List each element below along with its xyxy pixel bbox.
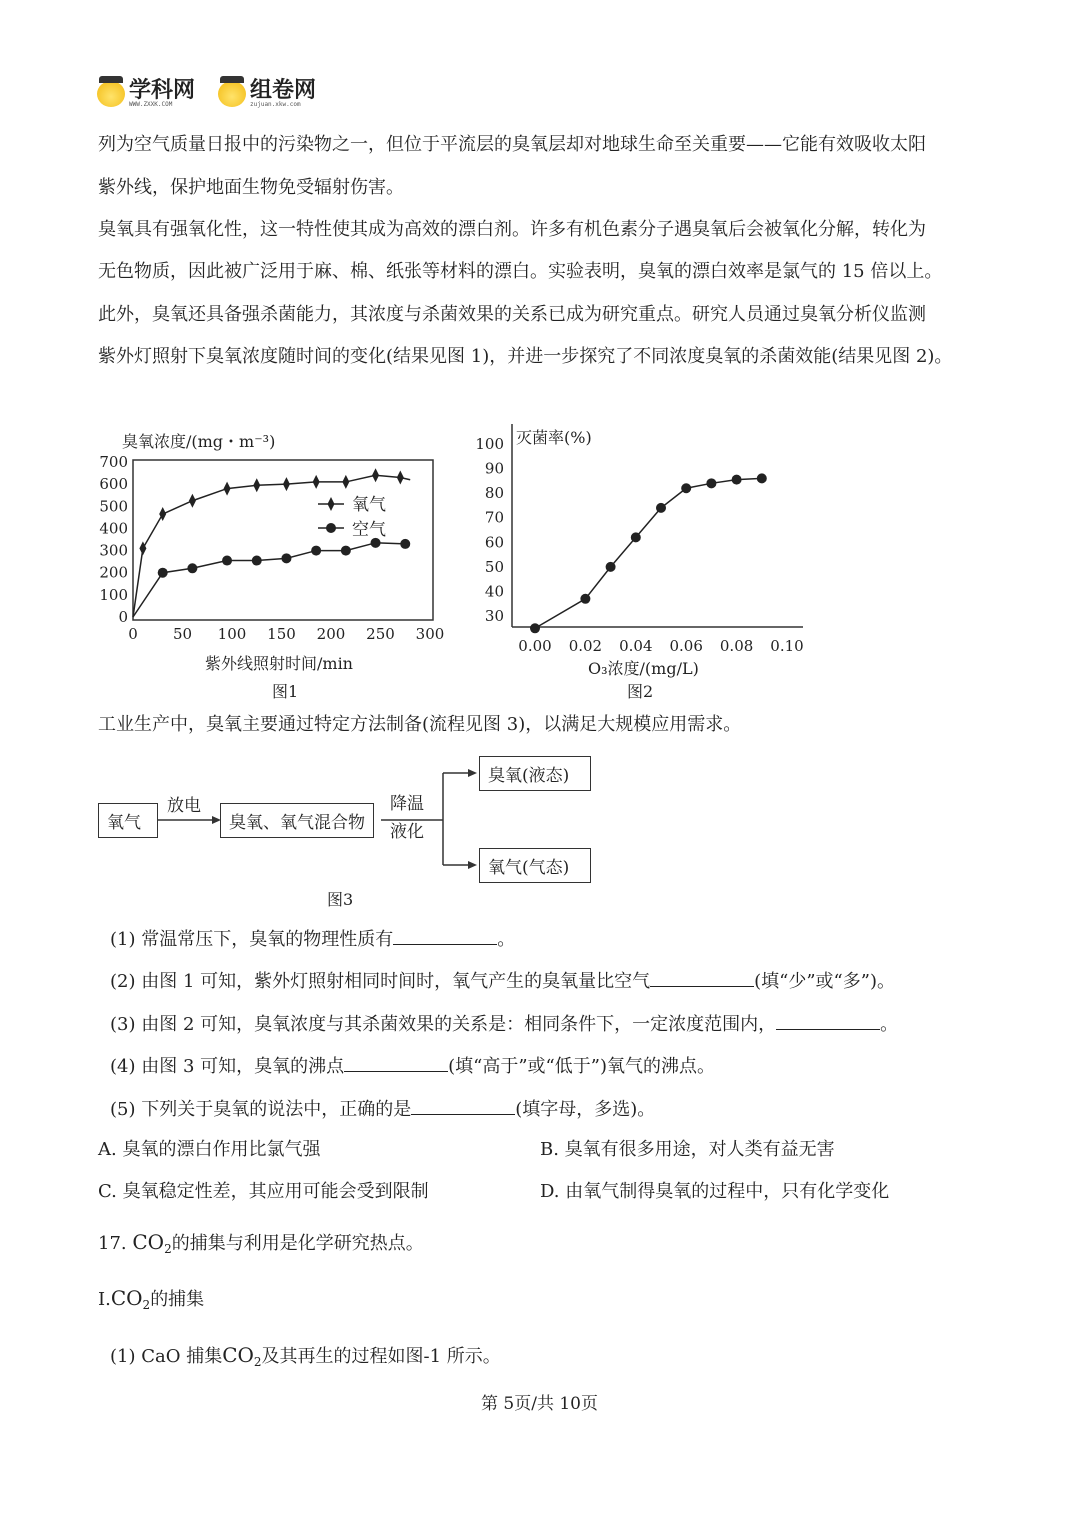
x-tick-label: 0.00 (518, 637, 552, 655)
formula: CO (132, 1230, 165, 1254)
y-tick-label: 200 (99, 563, 128, 582)
formula: CO (222, 1343, 254, 1367)
question-17-1 (110, 1343, 501, 1374)
question-4 (110, 1053, 715, 1079)
answer-blank[interactable] (344, 1053, 448, 1072)
y-tick-label: 70 (484, 508, 504, 527)
subscript: 2 (253, 1355, 262, 1369)
x-tick-label: 50 (172, 625, 193, 643)
x-tick-label: 0.08 (719, 637, 754, 655)
x-tick-label: 150 (267, 625, 296, 643)
paragraph-line: 无色物质，因此被广泛用于麻、棉、纸张等材料的漂白。实验表明，臭氧的漂白效率是氯气的 15 倍以上。 (98, 261, 943, 282)
logo-text: 学科网 (129, 78, 196, 103)
y-tick-label: 500 (99, 497, 128, 516)
flow-label-liquefy: 液化 (390, 822, 424, 842)
logo-url: zujuan.xkw.com (250, 101, 301, 108)
question-text: (2) 由图 1 可知，紫外灯照射相同时间时，氧气产生的臭氧量比空气 (110, 971, 651, 992)
figure-caption: 图3 (327, 890, 354, 909)
question-text: 。 (880, 1014, 899, 1035)
question-17 (98, 1230, 424, 1261)
y-tick-label: 60 (484, 533, 504, 552)
y-axis-label: 臭氧浓度/(mg・m⁻³) (122, 432, 276, 451)
x-axis-label: O₃浓度/(mg/L) (588, 659, 699, 678)
question-text: (1) CaO 捕集 (110, 1346, 223, 1367)
y-tick-label: 50 (484, 557, 504, 576)
y-tick-label: 80 (484, 484, 504, 503)
y-tick-label: 300 (99, 541, 128, 560)
flow-box-gas-oxygen: 氧气(气态) (479, 848, 591, 883)
question-text: (5) 下列关于臭氧的说法中，正确的是 (110, 1099, 412, 1120)
option-b: B. 臭氧有很多用途，对人类有益无害 (540, 1139, 835, 1160)
answer-blank[interactable] (411, 1096, 515, 1115)
flow-box-mixture: 臭氧、氧气混合物 (220, 803, 374, 838)
paragraph-line: 此外，臭氧还具备强杀菌能力，其浓度与杀菌效果的关系已成为研究重点。研究人员通过臭氧分析仪监测 (98, 304, 926, 325)
question-text: (4) 由图 3 可知，臭氧的沸点 (110, 1056, 345, 1077)
x-axis-label: 紫外线照射时间/min (205, 654, 353, 673)
x-tick-label: 0.06 (669, 637, 703, 655)
y-tick-label: 30 (484, 607, 504, 625)
flow-box-oxygen: 氧气 (98, 803, 158, 838)
question-2 (110, 968, 895, 994)
arrow-head-icon (468, 861, 477, 869)
paragraph-line: 工业生产中，臭氧主要通过特定方法制备(流程见图 3)，以满足大规模应用需求。 (98, 714, 742, 735)
x-tick-label: 200 (316, 625, 346, 643)
paragraph-line: 臭氧具有强氧化性，这一特性使其成为高效的漂白剂。许多有机色素分子遇臭氧后会被氧化分解，转化为 (98, 219, 926, 240)
paragraph-line: 列为空气质量日报中的污染物之一，但位于平流层的臭氧层却对地球生命至关重要——它能有效吸收太阳 (98, 134, 926, 155)
question-1 (110, 926, 515, 952)
y-axis-label: 灭菌率(%) (516, 428, 592, 447)
subscript: 2 (164, 1242, 172, 1256)
section-1-heading (98, 1286, 204, 1317)
y-tick-label: 100 (99, 585, 128, 604)
option-a: A. 臭氧的漂白作用比氯气强 (98, 1139, 321, 1160)
arrow-head-icon (468, 769, 477, 777)
formula: CO (110, 1286, 143, 1310)
y-tick-label: 700 (99, 453, 128, 471)
y-tick-label: 100 (475, 435, 504, 453)
chart-title: 图1 (272, 682, 299, 701)
question-text: (1) 常温常压下，臭氧的物理性质有 (110, 929, 394, 950)
option-c: C. 臭氧稳定性差，其应用可能会受到限制 (98, 1181, 429, 1202)
logo-text: 组卷网 (250, 78, 317, 103)
y-tick-label: 400 (99, 519, 128, 538)
question-3 (110, 1011, 898, 1037)
y-tick-label: 0 (118, 608, 128, 626)
legend-label: 氧气 (352, 495, 386, 515)
question-text: (填“少”或“多”)。 (754, 971, 895, 992)
option-d: D. 由氧气制得臭氧的过程中，只有化学变化 (540, 1181, 890, 1202)
x-tick-label: 300 (415, 625, 445, 643)
y-tick-label: 600 (99, 475, 128, 494)
flow-label-discharge: 放电 (167, 796, 201, 816)
paragraph-line: 紫外灯照射下臭氧浓度随时间的变化(结果见图 1)，并进一步探究了不同浓度臭氧的杀菌效能(结果见图 2)。 (98, 346, 953, 367)
legend-label: 空气 (352, 520, 386, 540)
flow-label-cool: 降温 (390, 794, 424, 814)
question-text: 的捕集与利用是化学研究热点。 (171, 1233, 424, 1254)
x-tick-label: 0.02 (568, 637, 603, 655)
paragraph-line: 紫外线，保护地面生物免受辐射伤害。 (98, 177, 404, 198)
answer-blank[interactable] (776, 1011, 880, 1030)
answer-blank[interactable] (650, 968, 754, 987)
x-tick-label: 250 (366, 625, 395, 643)
subscript: 2 (142, 1298, 151, 1312)
question-text: (3) 由图 2 可知，臭氧浓度与其杀菌效果的关系是：相同条件下，一定浓度范围内， (110, 1014, 777, 1035)
question-text: 及其再生的过程如图-1 所示。 (261, 1346, 501, 1367)
question-text: (填“高于”或“低于”)氧气的沸点。 (448, 1056, 715, 1077)
question-text: 。 (497, 929, 516, 950)
x-tick-label: 0 (128, 625, 138, 643)
x-tick-label: 100 (217, 625, 247, 643)
question-5 (110, 1096, 655, 1122)
y-tick-label: 40 (484, 582, 504, 601)
question-number: 17. (98, 1233, 127, 1254)
chart-title: 图2 (627, 682, 654, 701)
section-text: 的捕集 (150, 1289, 205, 1310)
logo-url: WWW.ZXXK.COM (129, 101, 173, 108)
page-footer: 第 5页/共 10页 (481, 1394, 598, 1414)
y-tick-label: 90 (484, 459, 504, 478)
answer-blank[interactable] (393, 926, 497, 945)
section-number: I. (98, 1289, 111, 1310)
x-tick-label: 0.10 (770, 637, 804, 655)
x-tick-label: 0.04 (619, 637, 653, 655)
flow-box-liquid-ozone: 臭氧(液态) (479, 756, 591, 791)
question-text: (填字母，多选)。 (515, 1099, 656, 1120)
